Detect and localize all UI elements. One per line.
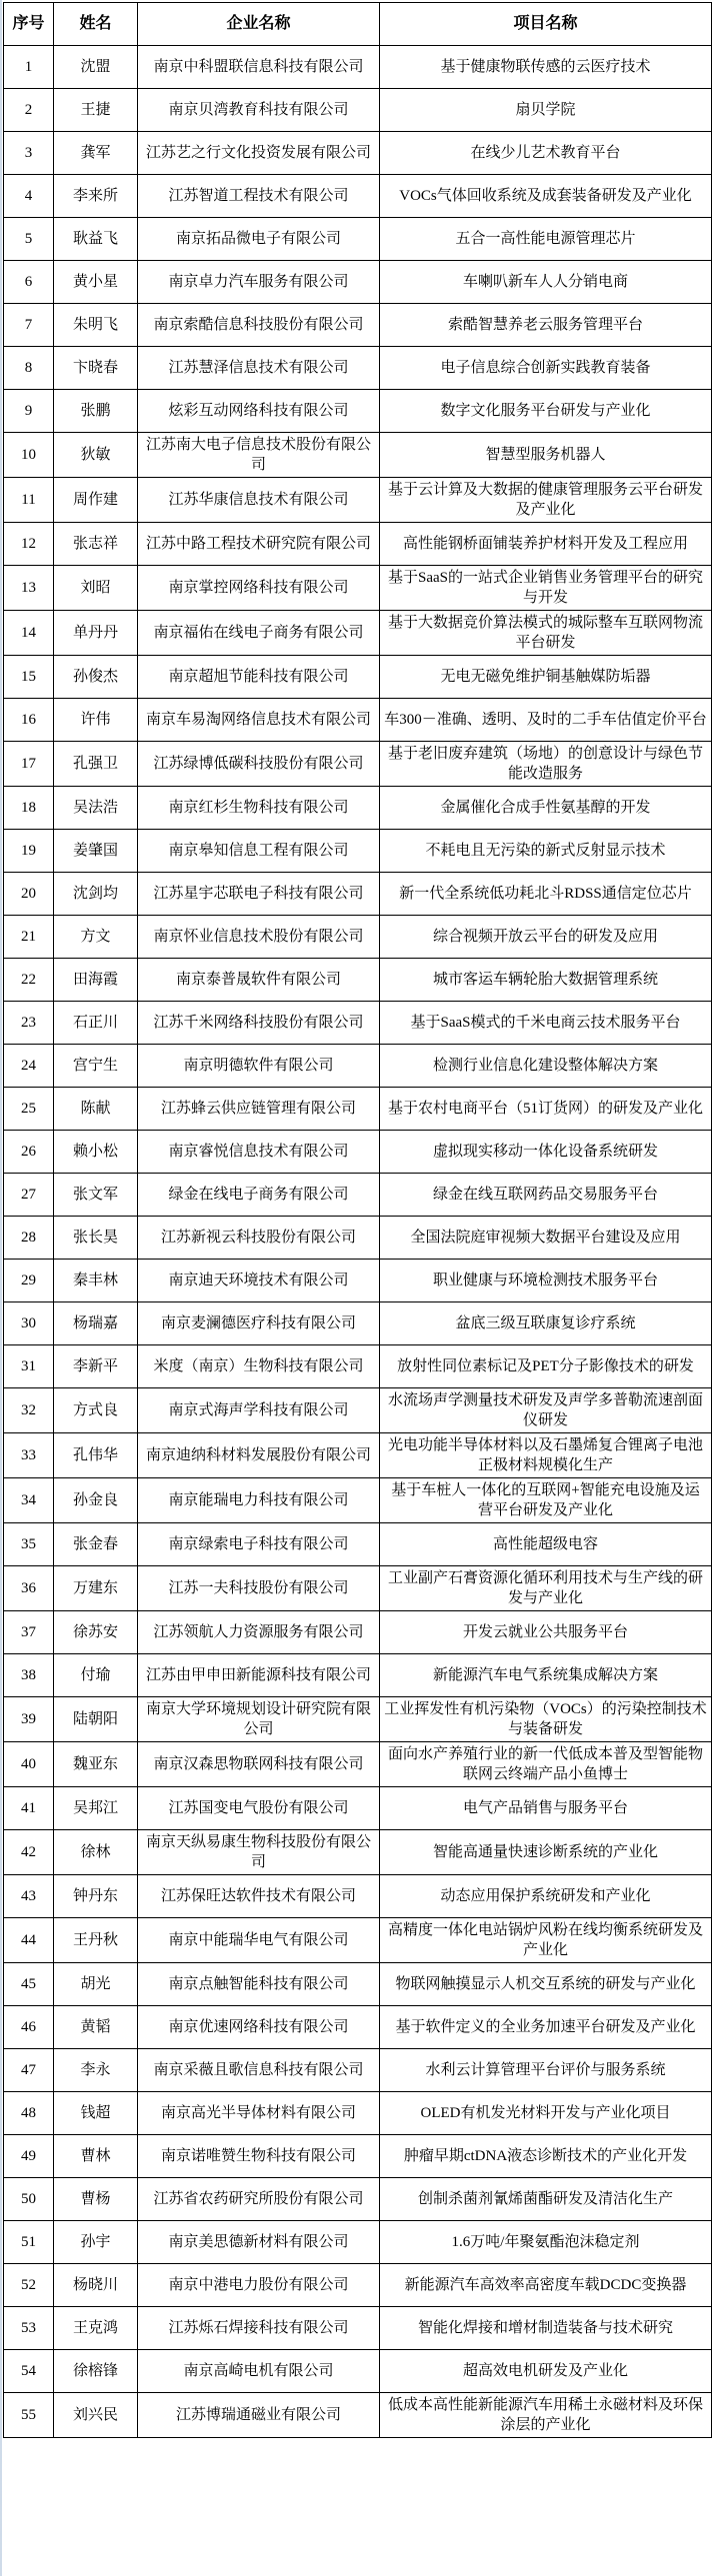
seq-cell: 37 — [4, 1611, 54, 1654]
name-cell: 徐榕锋 — [54, 2350, 138, 2393]
seq-cell: 48 — [4, 2092, 54, 2135]
seq-cell: 31 — [4, 1345, 54, 1388]
project-cell: 车300－准确、透明、及时的二手车估值定价平台 — [380, 699, 712, 742]
name-cell: 魏亚东 — [54, 1742, 138, 1787]
company-cell: 江苏烁石焊接科技有限公司 — [138, 2307, 380, 2350]
table-row — [4, 1131, 712, 1174]
project-cell: 基于车桩人一体化的互联网+智能充电设施及运营平台研发及产业化 — [380, 1478, 712, 1523]
name-cell: 钟丹东 — [54, 1875, 138, 1918]
project-cell: 基于SaaS的一站式企业销售业务管理平台的研究与开发 — [380, 566, 712, 611]
company-cell: 江苏由甲申田新能源科技有限公司 — [138, 1654, 380, 1697]
project-cell: 基于大数据竞价算法模式的城际整车互联网物流平台研发 — [380, 611, 712, 656]
project-cell: 基于健康物联传感的云医疗技术 — [380, 46, 712, 89]
project-cell: 新能源汽车高效率高密度车载DCDC变换器 — [380, 2264, 712, 2307]
name-cell: 徐苏安 — [54, 1611, 138, 1654]
company-cell: 南京大学环境规划设计研究院有限公司 — [138, 1697, 380, 1742]
table-row — [4, 959, 712, 1002]
name-cell: 田海霞 — [54, 959, 138, 1002]
company-cell: 江苏慧泽信息技术有限公司 — [138, 347, 380, 390]
header-cell-name: 姓名 — [54, 3, 138, 46]
seq-cell: 18 — [4, 787, 54, 830]
table-row — [4, 916, 712, 959]
seq-cell: 49 — [4, 2135, 54, 2178]
name-cell: 李来所 — [54, 175, 138, 218]
project-cell: 物联网触摸显示人机交互系统的研发与产业化 — [380, 1963, 712, 2006]
seq-cell: 19 — [4, 830, 54, 873]
recipients-table — [3, 2, 712, 2438]
project-cell: 虚拟现实移动一体化设备系统研发 — [380, 1131, 712, 1174]
project-cell: 基于云计算及大数据的健康管理服务云平台研发及产业化 — [380, 478, 712, 523]
seq-cell: 51 — [4, 2221, 54, 2264]
project-cell: 五合一高性能电源管理芯片 — [380, 218, 712, 261]
name-cell: 陆朝阳 — [54, 1697, 138, 1742]
table-row — [4, 742, 712, 787]
table-row — [4, 1963, 712, 2006]
table-row — [4, 1830, 712, 1875]
seq-cell: 52 — [4, 2264, 54, 2307]
company-cell: 南京福佑在线电子商务有限公司 — [138, 611, 380, 656]
name-cell: 孙俊杰 — [54, 656, 138, 699]
seq-cell: 21 — [4, 916, 54, 959]
company-cell: 南京怀业信息技术股份有限公司 — [138, 916, 380, 959]
project-cell: 索酷智慧养老云服务管理平台 — [380, 304, 712, 347]
project-cell: 金属催化合成手性氨基醇的开发 — [380, 787, 712, 830]
table-row — [4, 478, 712, 523]
project-cell: 水流场声学测量技术研发及声学多普勒流速剖面仪研发 — [380, 1388, 712, 1433]
company-cell: 南京采薇且歌信息科技有限公司 — [138, 2049, 380, 2092]
table-row — [4, 1611, 712, 1654]
table-row — [4, 1875, 712, 1918]
seq-cell: 36 — [4, 1566, 54, 1611]
table-row — [4, 1345, 712, 1388]
table-row — [4, 699, 712, 742]
table-row — [4, 433, 712, 478]
project-cell: VOCs气体回收系统及成套装备研发及产业化 — [380, 175, 712, 218]
company-cell: 江苏国变电气股份有限公司 — [138, 1787, 380, 1830]
name-cell: 许伟 — [54, 699, 138, 742]
project-cell: 城市客运车辆轮胎大数据管理系统 — [380, 959, 712, 1002]
table-row — [4, 1388, 712, 1433]
seq-cell: 23 — [4, 1002, 54, 1045]
table-row — [4, 1523, 712, 1566]
name-cell: 万建东 — [54, 1566, 138, 1611]
project-cell: 职业健康与环境检测技术服务平台 — [380, 1260, 712, 1302]
name-cell: 孔伟华 — [54, 1433, 138, 1478]
project-cell: 水利云计算管理平台评价与服务系统 — [380, 2049, 712, 2092]
table-row — [4, 2135, 712, 2178]
seq-cell: 22 — [4, 959, 54, 1002]
company-cell: 南京美思德新材料有限公司 — [138, 2221, 380, 2264]
company-cell: 南京高光半导体材料有限公司 — [138, 2092, 380, 2135]
seq-cell: 27 — [4, 1174, 54, 1217]
name-cell: 方式良 — [54, 1388, 138, 1433]
project-cell: 面向水产养殖行业的新一代低成本普及型智能物联网云终端产品小鱼博士 — [380, 1742, 712, 1787]
seq-cell: 16 — [4, 699, 54, 742]
seq-cell: 54 — [4, 2350, 54, 2393]
name-cell: 吴邦江 — [54, 1787, 138, 1830]
company-cell: 南京明德软件有限公司 — [138, 1045, 380, 1088]
seq-cell: 12 — [4, 523, 54, 566]
seq-cell: 30 — [4, 1302, 54, 1345]
table-row — [4, 390, 712, 433]
seq-cell: 28 — [4, 1217, 54, 1260]
company-cell: 南京睿悦信息技术有限公司 — [138, 1131, 380, 1174]
header-row — [4, 3, 712, 46]
project-cell: OLED有机发光材料开发与产业化项目 — [380, 2092, 712, 2135]
seq-cell: 15 — [4, 656, 54, 699]
company-cell: 江苏星宇芯联电子科技有限公司 — [138, 873, 380, 916]
table-row — [4, 2393, 712, 2438]
table-row — [4, 2307, 712, 2350]
seq-cell: 45 — [4, 1963, 54, 2006]
project-cell: 电子信息综合创新实践教育装备 — [380, 347, 712, 390]
name-cell: 宫宁生 — [54, 1045, 138, 1088]
project-cell: 智慧型服务机器人 — [380, 433, 712, 478]
company-cell: 南京卓力汽车服务有限公司 — [138, 261, 380, 304]
table-row — [4, 347, 712, 390]
name-cell: 狄敏 — [54, 433, 138, 478]
table-row — [4, 304, 712, 347]
table-row — [4, 2264, 712, 2307]
company-cell: 南京式海声学科技有限公司 — [138, 1388, 380, 1433]
seq-cell: 55 — [4, 2393, 54, 2438]
project-cell: 无电无磁免维护铜基触媒防垢器 — [380, 656, 712, 699]
name-cell: 李永 — [54, 2049, 138, 2092]
seq-cell: 35 — [4, 1523, 54, 1566]
project-cell: 综合视频开放云平台的研发及应用 — [380, 916, 712, 959]
project-cell: 1.6万吨/年聚氨酯泡沫稳定剂 — [380, 2221, 712, 2264]
company-cell: 江苏博瑞通磁业有限公司 — [138, 2393, 380, 2438]
name-cell: 姜肇国 — [54, 830, 138, 873]
name-cell: 龚军 — [54, 132, 138, 175]
company-cell: 南京迪天环境技术有限公司 — [138, 1260, 380, 1302]
seq-cell: 3 — [4, 132, 54, 175]
company-cell: 江苏智道工程技术有限公司 — [138, 175, 380, 218]
company-cell: 江苏华康信息技术有限公司 — [138, 478, 380, 523]
name-cell: 方文 — [54, 916, 138, 959]
company-cell: 南京贝湾教育科技有限公司 — [138, 89, 380, 132]
project-cell: 新能源汽车电气系统集成解决方案 — [380, 1654, 712, 1697]
company-cell: 江苏南大电子信息技术股份有限公司 — [138, 433, 380, 478]
name-cell: 王丹秋 — [54, 1918, 138, 1963]
name-cell: 单丹丹 — [54, 611, 138, 656]
project-cell: 低成本高性能新能源汽车用稀土永磁材料及环保涂层的产业化 — [380, 2393, 712, 2438]
seq-cell: 50 — [4, 2178, 54, 2221]
seq-cell: 34 — [4, 1478, 54, 1523]
seq-cell: 33 — [4, 1433, 54, 1478]
company-cell: 江苏一夫科技股份有限公司 — [138, 1566, 380, 1611]
company-cell: 南京优速网络科技有限公司 — [138, 2006, 380, 2049]
seq-cell: 25 — [4, 1088, 54, 1131]
name-cell: 刘昭 — [54, 566, 138, 611]
project-cell: 基于SaaS模式的千米电商云技术服务平台 — [380, 1002, 712, 1045]
table-row — [4, 89, 712, 132]
company-cell: 南京泰普晟软件有限公司 — [138, 959, 380, 1002]
header-cell-company: 企业名称 — [138, 3, 380, 46]
project-cell: 检测行业信息化建设整体解决方案 — [380, 1045, 712, 1088]
seq-cell: 11 — [4, 478, 54, 523]
table-row — [4, 566, 712, 611]
table-body — [4, 46, 712, 2438]
table-row — [4, 1742, 712, 1787]
name-cell: 张长昊 — [54, 1217, 138, 1260]
table-row — [4, 873, 712, 916]
company-cell: 南京点触智能科技有限公司 — [138, 1963, 380, 2006]
company-cell: 南京索酷信息科技股份有限公司 — [138, 304, 380, 347]
left-edge-strip — [0, 0, 2, 2576]
project-cell: 高性能超级电容 — [380, 1523, 712, 1566]
company-cell: 江苏中路工程技术研究院有限公司 — [138, 523, 380, 566]
project-cell: 绿金在线互联网药品交易服务平台 — [380, 1174, 712, 1217]
name-cell: 杨瑞嘉 — [54, 1302, 138, 1345]
table-row — [4, 1002, 712, 1045]
company-cell: 南京超旭节能科技有限公司 — [138, 656, 380, 699]
seq-cell: 42 — [4, 1830, 54, 1875]
company-cell: 江苏绿博低碳科技股份有限公司 — [138, 742, 380, 787]
name-cell: 黄韬 — [54, 2006, 138, 2049]
seq-cell: 10 — [4, 433, 54, 478]
company-cell: 南京车易淘网络信息技术有限公司 — [138, 699, 380, 742]
seq-cell: 24 — [4, 1045, 54, 1088]
seq-cell: 13 — [4, 566, 54, 611]
company-cell: 江苏保旺达软件技术有限公司 — [138, 1875, 380, 1918]
name-cell: 陈献 — [54, 1088, 138, 1131]
company-cell: 南京皋知信息工程有限公司 — [138, 830, 380, 873]
table-row — [4, 523, 712, 566]
seq-cell: 9 — [4, 390, 54, 433]
name-cell: 王克鸿 — [54, 2307, 138, 2350]
name-cell: 秦丰林 — [54, 1260, 138, 1302]
table-row — [4, 1174, 712, 1217]
project-cell: 全国法院庭审视频大数据平台建设及应用 — [380, 1217, 712, 1260]
company-cell: 南京汉森思物联网科技有限公司 — [138, 1742, 380, 1787]
company-cell: 南京拓品微电子有限公司 — [138, 218, 380, 261]
table-row — [4, 656, 712, 699]
company-cell: 南京能瑞电力科技有限公司 — [138, 1478, 380, 1523]
table-row — [4, 1217, 712, 1260]
table-row — [4, 175, 712, 218]
table-row — [4, 132, 712, 175]
name-cell: 曹林 — [54, 2135, 138, 2178]
company-cell: 南京中港电力股份有限公司 — [138, 2264, 380, 2307]
company-cell: 炫彩互动网络科技有限公司 — [138, 390, 380, 433]
project-cell: 在线少儿艺术教育平台 — [380, 132, 712, 175]
table-row — [4, 1302, 712, 1345]
project-cell: 光电功能半导体材料以及石墨烯复合锂离子电池正极材料规模化生产 — [380, 1433, 712, 1478]
company-cell: 米度（南京）生物科技有限公司 — [138, 1345, 380, 1388]
name-cell: 张志祥 — [54, 523, 138, 566]
company-cell: 南京高崎电机有限公司 — [138, 2350, 380, 2393]
seq-cell: 7 — [4, 304, 54, 347]
seq-cell: 2 — [4, 89, 54, 132]
seq-cell: 14 — [4, 611, 54, 656]
company-cell: 绿金在线电子商务有限公司 — [138, 1174, 380, 1217]
name-cell: 沈盟 — [54, 46, 138, 89]
company-cell: 南京绿索电子科技有限公司 — [138, 1523, 380, 1566]
table-row — [4, 1045, 712, 1088]
seq-cell: 1 — [4, 46, 54, 89]
table-row — [4, 1478, 712, 1523]
seq-cell: 43 — [4, 1875, 54, 1918]
name-cell: 张文军 — [54, 1174, 138, 1217]
header-cell-project: 项目名称 — [380, 3, 712, 46]
table-row — [4, 1697, 712, 1742]
table-row — [4, 2350, 712, 2393]
table-row — [4, 2049, 712, 2092]
table-row — [4, 1787, 712, 1830]
project-cell: 盆底三级互联康复诊疗系统 — [380, 1302, 712, 1345]
project-cell: 数字文化服务平台研发与产业化 — [380, 390, 712, 433]
project-cell: 基于老旧废弃建筑（场地）的创意设计与绿色节能改造服务 — [380, 742, 712, 787]
project-cell: 不耗电且无污染的新式反射显示技术 — [380, 830, 712, 873]
name-cell: 周作建 — [54, 478, 138, 523]
seq-cell: 39 — [4, 1697, 54, 1742]
project-cell: 电气产品销售与服务平台 — [380, 1787, 712, 1830]
company-cell: 江苏蜂云供应链管理有限公司 — [138, 1088, 380, 1131]
project-cell: 高精度一体化电站锅炉风粉在线均衡系统研发及产业化 — [380, 1918, 712, 1963]
company-cell: 江苏新视云科技股份有限公司 — [138, 1217, 380, 1260]
project-cell: 工业挥发性有机污染物（VOCs）的污染控制技术与装备研发 — [380, 1697, 712, 1742]
table-row — [4, 2092, 712, 2135]
company-cell: 南京天纵易康生物科技股份有限公司 — [138, 1830, 380, 1875]
seq-cell: 29 — [4, 1260, 54, 1302]
table-row — [4, 1433, 712, 1478]
name-cell: 张金春 — [54, 1523, 138, 1566]
seq-cell: 17 — [4, 742, 54, 787]
name-cell: 付瑜 — [54, 1654, 138, 1697]
seq-cell: 4 — [4, 175, 54, 218]
table-row — [4, 1088, 712, 1131]
name-cell: 张鹏 — [54, 390, 138, 433]
company-cell: 南京麦澜德医疗科技有限公司 — [138, 1302, 380, 1345]
name-cell: 沈剑均 — [54, 873, 138, 916]
table-row — [4, 830, 712, 873]
project-cell: 新一代全系统低功耗北斗RDSS通信定位芯片 — [380, 873, 712, 916]
table-row — [4, 1566, 712, 1611]
project-cell: 智能化焊接和增材制造装备与技术研究 — [380, 2307, 712, 2350]
table-row — [4, 787, 712, 830]
name-cell: 石正川 — [54, 1002, 138, 1045]
name-cell: 钱超 — [54, 2092, 138, 2135]
company-cell: 江苏领航人力资源服务有限公司 — [138, 1611, 380, 1654]
project-cell: 创制杀菌剂氰烯菌酯研发及清洁化生产 — [380, 2178, 712, 2221]
project-cell: 扇贝学院 — [380, 89, 712, 132]
seq-cell: 46 — [4, 2006, 54, 2049]
name-cell: 孔强卫 — [54, 742, 138, 787]
table-row — [4, 261, 712, 304]
seq-cell: 40 — [4, 1742, 54, 1787]
seq-cell: 20 — [4, 873, 54, 916]
project-cell: 放射性同位素标记及PET分子影像技术的研发 — [380, 1345, 712, 1388]
company-cell: 南京中能瑞华电气有限公司 — [138, 1918, 380, 1963]
name-cell: 朱明飞 — [54, 304, 138, 347]
seq-cell: 26 — [4, 1131, 54, 1174]
name-cell: 徐林 — [54, 1830, 138, 1875]
company-cell: 南京迪纳科材料发展股份有限公司 — [138, 1433, 380, 1478]
project-cell: 肿瘤早期ctDNA液态诊断技术的产业化开发 — [380, 2135, 712, 2178]
name-cell: 孙金良 — [54, 1478, 138, 1523]
project-cell: 基于软件定义的全业务加速平台研发及产业化 — [380, 2006, 712, 2049]
name-cell: 曹杨 — [54, 2178, 138, 2221]
seq-cell: 6 — [4, 261, 54, 304]
name-cell: 耿益飞 — [54, 218, 138, 261]
name-cell: 赖小松 — [54, 1131, 138, 1174]
table-row — [4, 2178, 712, 2221]
project-cell: 开发云就业公共服务平台 — [380, 1611, 712, 1654]
name-cell: 王捷 — [54, 89, 138, 132]
company-cell: 南京诺唯赞生物科技有限公司 — [138, 2135, 380, 2178]
table-row — [4, 1918, 712, 1963]
name-cell: 胡光 — [54, 1963, 138, 2006]
table-row — [4, 2006, 712, 2049]
project-cell: 车喇叭新车人人分销电商 — [380, 261, 712, 304]
name-cell: 卞晓春 — [54, 347, 138, 390]
table-row — [4, 1260, 712, 1302]
company-cell: 江苏艺之行文化投资发展有限公司 — [138, 132, 380, 175]
name-cell: 李新平 — [54, 1345, 138, 1388]
table-row — [4, 1654, 712, 1697]
company-cell: 南京掌控网络科技有限公司 — [138, 566, 380, 611]
name-cell: 杨晓川 — [54, 2264, 138, 2307]
seq-cell: 5 — [4, 218, 54, 261]
table-header — [4, 3, 712, 46]
project-cell: 高性能钢桥面铺装养护材料开发及工程应用 — [380, 523, 712, 566]
header-cell-seq: 序号 — [4, 3, 54, 46]
project-cell: 智能高通量快速诊断系统的产业化 — [380, 1830, 712, 1875]
table-row — [4, 611, 712, 656]
company-cell: 江苏省农药研究所股份有限公司 — [138, 2178, 380, 2221]
seq-cell: 47 — [4, 2049, 54, 2092]
table-row — [4, 2221, 712, 2264]
name-cell: 吴法浩 — [54, 787, 138, 830]
name-cell: 黄小星 — [54, 261, 138, 304]
company-cell: 南京中科盟联信息科技有限公司 — [138, 46, 380, 89]
seq-cell: 44 — [4, 1918, 54, 1963]
project-cell: 基于农村电商平台（51订货网）的研发及产业化 — [380, 1088, 712, 1131]
seq-cell: 53 — [4, 2307, 54, 2350]
name-cell: 刘兴民 — [54, 2393, 138, 2438]
company-cell: 南京红杉生物科技有限公司 — [138, 787, 380, 830]
seq-cell: 38 — [4, 1654, 54, 1697]
seq-cell: 32 — [4, 1388, 54, 1433]
project-cell: 动态应用保护系统研发和产业化 — [380, 1875, 712, 1918]
table-row — [4, 46, 712, 89]
company-cell: 江苏千米网络科技股份有限公司 — [138, 1002, 380, 1045]
table-row — [4, 218, 712, 261]
seq-cell: 41 — [4, 1787, 54, 1830]
name-cell: 孙宇 — [54, 2221, 138, 2264]
seq-cell: 8 — [4, 347, 54, 390]
project-cell: 超高效电机研发及产业化 — [380, 2350, 712, 2393]
project-cell: 工业副产石膏资源化循环利用技术与生产线的研发与产业化 — [380, 1566, 712, 1611]
